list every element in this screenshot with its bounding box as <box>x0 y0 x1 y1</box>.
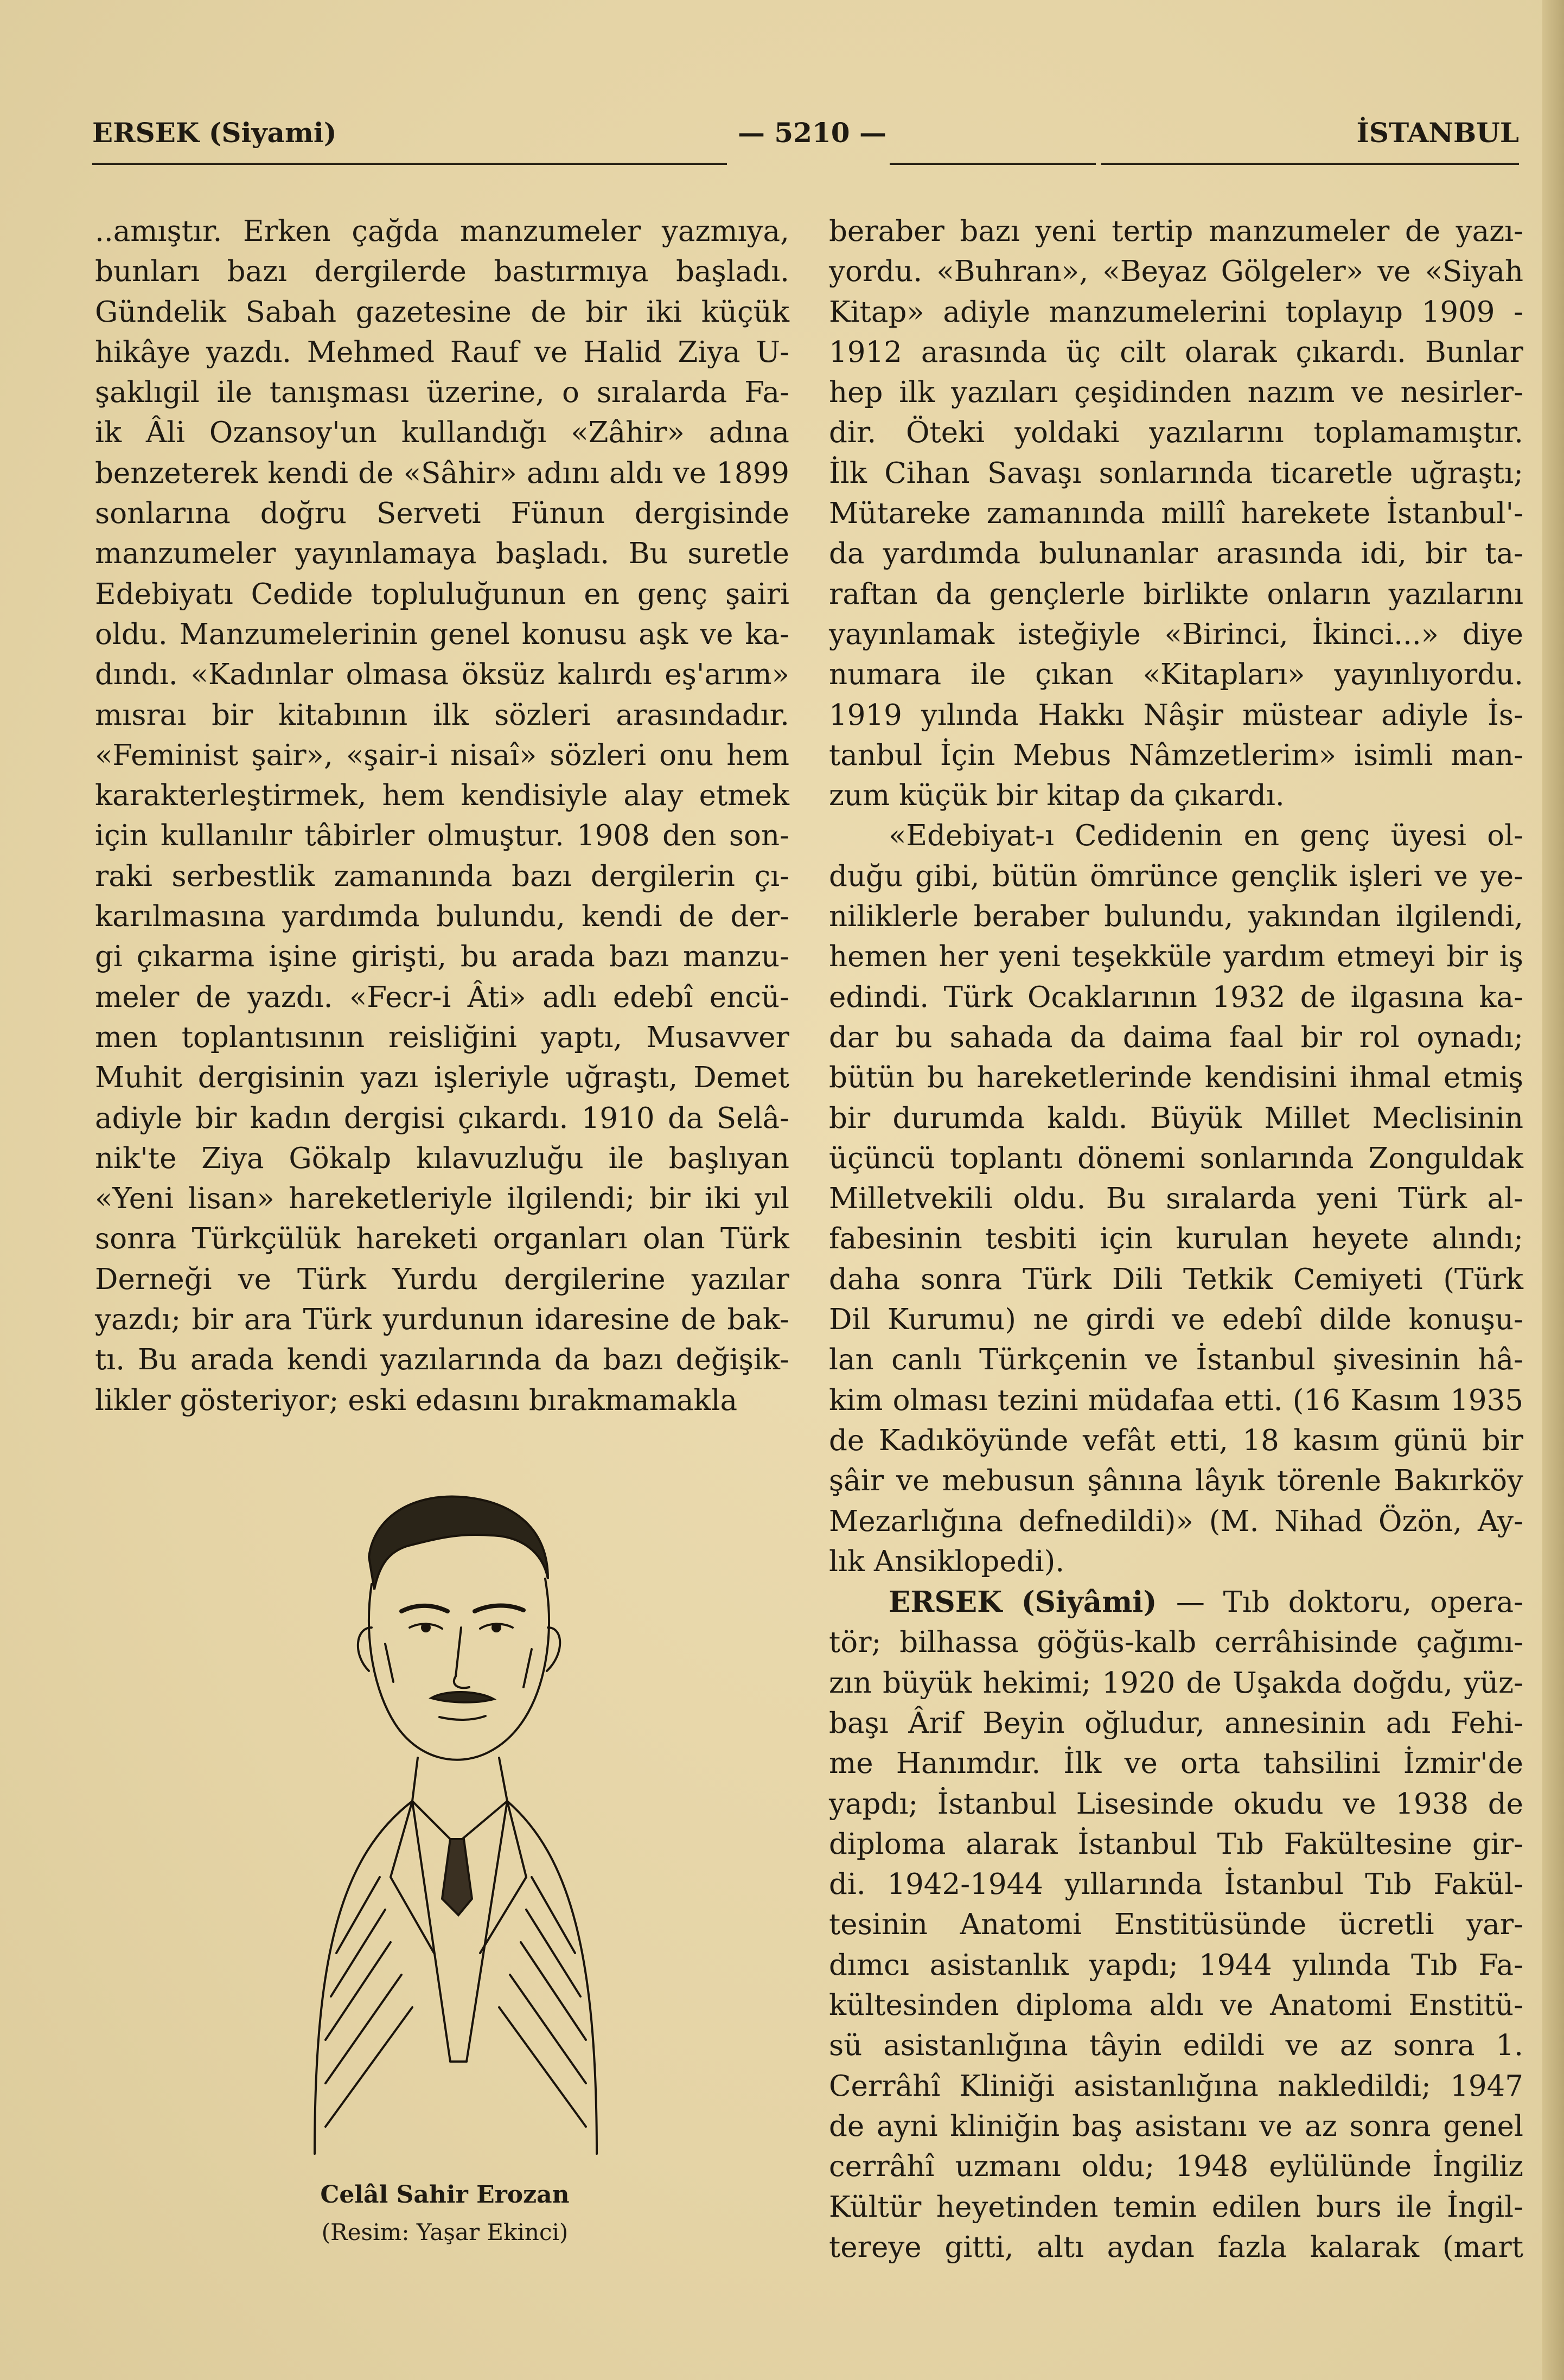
text-line: Mezarlığına defnedildi)» (M. Nihad Özön, Ay- <box>829 1504 1523 1538</box>
text-line: di. 1942-1944 yıllarında İstanbul Tıb Fakül- <box>829 1868 1523 1902</box>
text-line: yordu. «Buhran», «Beyaz Gölgeler» ve «Siyah <box>829 255 1523 289</box>
text-line: Milletvekili oldu. Bu sıralarda yeni Türk al- <box>829 1182 1523 1216</box>
header-rule-left <box>92 163 727 165</box>
text-line: tesinin Anatomi Enstitüsünde ücretli yar- <box>829 1908 1523 1942</box>
text-line: Kültür heyetinden temin edilen burs ile İngil- <box>829 2190 1523 2224</box>
portrait-illustration <box>293 1465 618 2159</box>
entry-heading: ERSEK (Siyâmi) <box>889 1585 1176 1619</box>
text-line: başı Ârif Beyin oğludur, annesinin adı Fehi- <box>829 1706 1523 1740</box>
text-line: meler de yazdı. «Fecr-i Âti» adlı edebî encü- <box>95 980 789 1014</box>
text-line: dındı. «Kadınlar olmasa öksüz kalırdı eş'arım» <box>95 658 789 692</box>
text-line: adiyle bir kadın dergisi çıkardı. 1910 da Selâ- <box>95 1101 789 1135</box>
text-line: zın büyük hekimi; 1920 de Uşakda doğdu, yüz- <box>829 1666 1523 1700</box>
text-line: de Kadıköyünde vefât etti, 18 kasım günü bir <box>829 1424 1523 1457</box>
text-line: benzeterek kendi de «Sâhir» adını aldı ve 1899 <box>95 456 789 490</box>
text-line: duğu gibi, bütün ömrünce gençlik işleri ve ye- <box>829 859 1523 893</box>
caption-name: Celâl Sahir Erozan <box>320 2181 570 2209</box>
text-line: şaklıgil ile tanışması üzerine, o sıralarda Fa- <box>95 376 789 410</box>
text-line: 1919 yılında Hakkı Nâşir müstear adiyle İs- <box>829 698 1523 732</box>
text-line: karakterleştirmek, hem kendisiyle alay etmek <box>95 779 789 813</box>
text-line: bir durumda kaldı. Büyük Millet Meclisinin <box>829 1101 1523 1135</box>
text-line: men toplantısının reisliğini yaptı, Musavver <box>95 1020 789 1054</box>
text-line: «Yeni lisan» hareketleriyle ilgilendi; bir iki yıl <box>95 1182 789 1216</box>
left-column <box>95 212 789 1421</box>
text-line: tör; bilhassa göğüs-kalb cerrâhisinde çağımı- <box>829 1626 1523 1660</box>
text-line: niliklerle beraber bulundu, yakından ilgilendi, <box>829 900 1523 934</box>
text-line: ..amıştır. Erken çağda manzumeler yazmıya, <box>95 215 789 248</box>
text-line: oldu. Manzumelerinin genel konusu aşk ve ka- <box>95 617 789 651</box>
text-line: nik'te Ziya Gökalp kılavuzluğu ile başlıyan <box>95 1141 789 1175</box>
text-line: likler gösteriyor; eski edasını bırakmamakla <box>95 1383 738 1417</box>
text-line: bunları bazı dergilerde bastırmıya başladı. <box>95 255 789 289</box>
text-line: lan canlı Türkçenin ve İstanbul şivesinin hâ- <box>829 1343 1523 1377</box>
text-line: fabesinin tesbiti için kurulan heyete alındı; <box>829 1222 1523 1256</box>
page-number: — 5210 — <box>738 117 886 149</box>
text-line: lık Ansiklopedi). <box>829 1545 1065 1578</box>
text-line: tı. Bu arada kendi yazılarında da bazı değişik- <box>95 1343 789 1377</box>
text-line: raftan da gençlerle birlikte onların yazılarını <box>829 577 1523 611</box>
text-line: hikâye yazdı. Mehmed Rauf ve Halid Ziya U- <box>95 335 789 369</box>
text-line: zum küçük bir kitap da çıkardı. <box>829 779 1285 813</box>
text-line: hep ilk yazıları çeşidinden nazım ve nesirler- <box>829 376 1523 410</box>
text-line: karılmasına yardımda bulundu, kendi de der- <box>95 900 789 934</box>
text-line: de ayni kliniğin baş asistanı ve az sonra genel <box>829 2109 1523 2143</box>
text-line: dar bu sahada da daima faal bir rol oynadı; <box>829 1020 1523 1054</box>
text-line: ik Âli Ozansoy'un kullandığı «Zâhir» adına <box>95 416 789 450</box>
text-line: Edebiyatı Cedide topluluğunun en genç şairi <box>95 577 789 611</box>
text-line: şâir ve mebusun şânına lâyık törenle Bakırköy <box>829 1464 1523 1498</box>
text-line: kültesinden diploma aldı ve Anatomi Enstitü- <box>829 1989 1523 2022</box>
text-line: yazdı; bir ara Türk yurdunun idaresine de bak- <box>95 1303 789 1337</box>
text-line: dir. Öteki yoldaki yazılarını toplamamıştır. <box>829 416 1523 450</box>
text-line: sonra Türkçülük hareketi organları olan Türk <box>95 1222 789 1256</box>
text-line: tanbul İçin Mebus Nâmzetlerim» isimli man- <box>829 738 1523 772</box>
text-line: tereye gitti, altı aydan fazla kalarak (mart <box>829 2230 1523 2264</box>
text-line: Gündelik Sabah gazetesine de bir iki küçük <box>95 295 789 329</box>
text-line: yapdı; İstanbul Lisesinde okudu ve 1938 de <box>829 1787 1523 1821</box>
text-line: kim olması tezini müdafaa etti. (16 Kasım 1935 <box>829 1383 1523 1417</box>
text-line: beraber bazı yeni tertip manzumeler de yazı- <box>829 215 1523 248</box>
text-line: 1912 arasında üç cilt olarak çıkardı. Bunlar <box>829 335 1523 369</box>
text-line: gi çıkarma işine girişti, bu arada bazı manzu- <box>95 940 789 974</box>
text-line: sonlarına doğru Serveti Fünun dergisinde <box>95 497 789 531</box>
caption-credit: (Resim: Yaşar Ekinci) <box>321 2219 569 2245</box>
text-line: Cerrâhî Kliniği asistanlığına nakledildi; 1947 <box>829 2069 1523 2103</box>
text-line: cerrâhî uzmanı oldu; 1948 eylülünde İngiliz <box>829 2150 1523 2184</box>
text-line: Mütareke zamanında millî harekete İstanbul'- <box>829 497 1523 531</box>
text-line: hemen her yeni teşekküle yardım etmeyi bir iş <box>829 940 1523 974</box>
text-line: manzumeler yayınlamaya başladı. Bu suretle <box>95 537 789 571</box>
right-column <box>829 212 1523 2268</box>
text-line: Derneği ve Türk Yurdu dergilerine yazılar <box>95 1262 789 1296</box>
text-line: ERSEK (Siyâmi) — Tıb doktoru, opera- <box>889 1585 1524 1619</box>
text-line: Dil Kurumu) ne girdi ve edebî dilde konuşu- <box>829 1303 1523 1337</box>
text-line: bütün bu hareketlerinde kendisini ihmal etmiş <box>829 1061 1523 1095</box>
text-line: me Hanımdır. İlk ve orta tahsilini İzmir'de <box>829 1747 1523 1781</box>
text-line: edindi. Türk Ocaklarının 1932 de ilgasına ka- <box>829 980 1523 1014</box>
text-line: diploma alarak İstanbul Tıb Fakültesine gir- <box>829 1827 1523 1861</box>
header-left: ERSEK (Siyami) <box>92 117 337 149</box>
text-line: mısraı bir kitabının ilk sözleri arasındadır. <box>95 698 789 732</box>
page-edge <box>1542 0 1564 2380</box>
text-line: «Edebiyat-ı Cedidenin en genç üyesi ol- <box>889 819 1523 853</box>
text-line: için kullanılır tâbirler olmuştur. 1908 den son- <box>95 819 789 853</box>
text-line: numara ile çıkan «Kitapları» yayınlıyordu. <box>829 658 1523 692</box>
running-header <box>92 111 1519 155</box>
header-rule-right <box>1101 163 1519 165</box>
header-right: İSTANBUL <box>1356 117 1519 149</box>
text-line: Kitap» adiyle manzumelerini toplayıp 1909 - <box>829 295 1523 329</box>
text-line: daha sonra Türk Dili Tetkik Cemiyeti (Türk <box>829 1262 1523 1296</box>
text-line: raki serbestlik zamanında bazı dergilerin çı- <box>95 859 789 893</box>
text-line: yayınlamak isteğiyle «Birinci, İkinci...» diye <box>829 617 1523 651</box>
text-line: «Feminist şair», «şair-i nisaî» sözleri onu hem <box>95 738 789 772</box>
text-line: da yardımda bulunanlar arasında idi, bir ta- <box>829 537 1523 571</box>
text-line: dımcı asistanlık yapdı; 1944 yılında Tıb Fa- <box>829 1948 1523 1982</box>
text-line: üçüncü toplantı dönemi sonlarında Zonguldak <box>829 1141 1523 1175</box>
header-rule-middle <box>890 163 1096 165</box>
text-line: İlk Cihan Savaşı sonlarında ticaretle uğraştı; <box>829 456 1523 490</box>
text-line: sü asistanlığına tâyin edildi ve az sonra 1. <box>829 2029 1523 2063</box>
text-line: Muhit dergisinin yazı işleriyle uğraştı, Demet <box>95 1061 789 1095</box>
